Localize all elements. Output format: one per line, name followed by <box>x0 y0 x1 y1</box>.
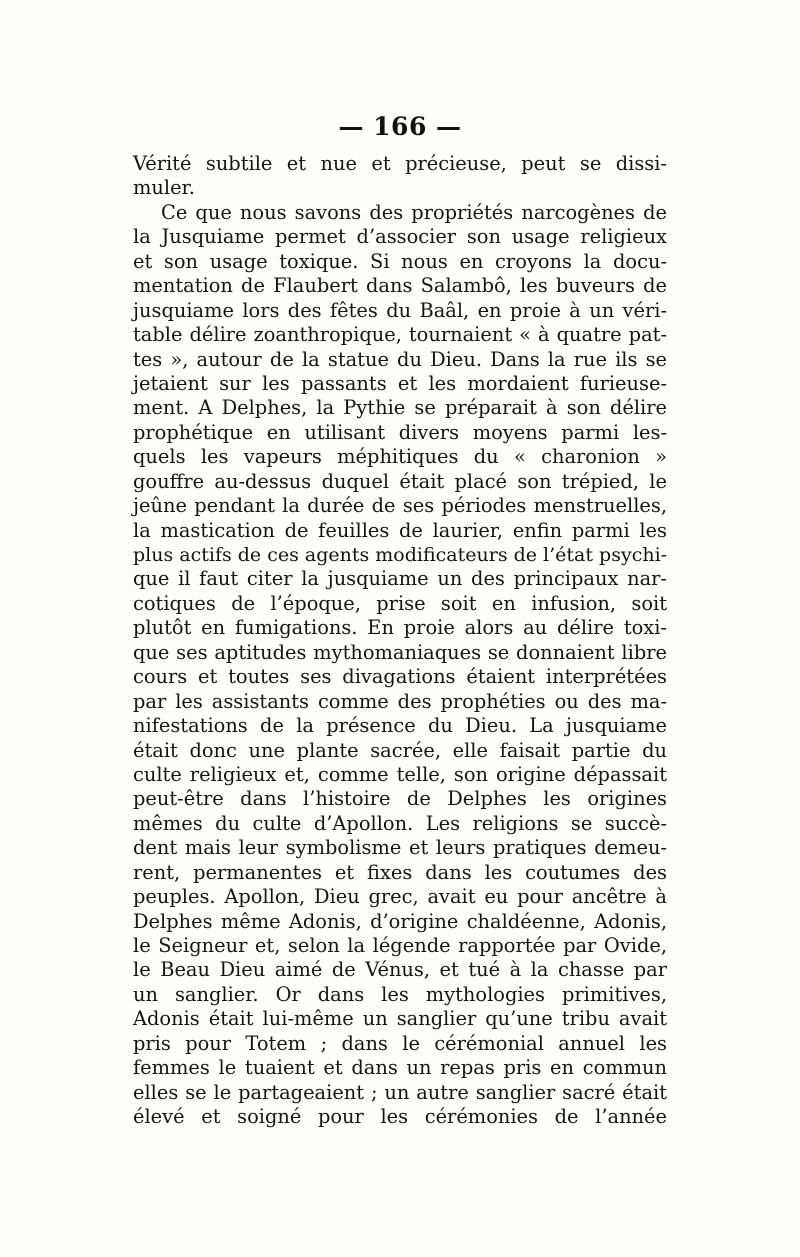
body-text <box>133 152 667 1130</box>
text-line: quels les vapeurs méphitiques du « charonion » <box>133 445 667 469</box>
text-line: nifestations de la présence du Dieu. La jusquiame <box>133 714 667 738</box>
text-line: peut-être dans l’histoire de Delphes les origines <box>133 787 667 811</box>
text-line: ment. A Delphes, la Pythie se préparait à son délire <box>133 396 667 420</box>
text-line: tes », autour de la statue du Dieu. Dans la rue ils se <box>133 347 667 371</box>
page-number: — 166 — <box>338 112 462 141</box>
text-line: que il faut citer la jusquiame un des principaux nar- <box>133 567 667 591</box>
text-line: culte religieux et, comme telle, son origine dépassait <box>133 762 667 786</box>
text-line: la Jusquiame permet d’associer son usage religieux <box>133 225 667 249</box>
text-line: était donc une plante sacrée, elle faisait partie du <box>133 738 667 762</box>
text-line: pris pour Totem ; dans le cérémonial annuel les <box>133 1031 667 1055</box>
text-line: Delphes même Adonis, d’origine chaldéenne, Adonis, <box>133 909 667 933</box>
text-line: le Seigneur et, selon la légende rapportée par Ovide, <box>133 934 667 957</box>
text-line: jusquiame lors des fêtes du Baâl, en proie à un véri- <box>133 298 667 322</box>
text-line: plus actifs de ces agents modificateurs de l’état psychi- <box>133 544 668 566</box>
text-line: elles se le partageaient ; un autre sanglier sacré était <box>133 1080 667 1104</box>
text-line: que ses aptitudes mythomaniaques se donnaient libre <box>133 640 667 664</box>
text-line: élevé et soigné pour les cérémonies de l’année <box>133 1105 667 1129</box>
text-line: mentation de Flaubert dans Salambô, les buveurs de <box>133 274 667 298</box>
text-line: table délire zoanthropique, tournaient « à quatre pat- <box>133 323 667 347</box>
text-line: par les assistants comme des prophéties ou des ma- <box>133 689 667 713</box>
text-line: jeûne pendant la durée de ses périodes menstruelles, <box>133 494 667 518</box>
text-line: jetaient sur les passants et les mordaient furieuse- <box>133 371 667 395</box>
text-line: prophétique en utilisant divers moyens parmi les- <box>133 420 667 444</box>
text-line: rent, permanentes et fixes dans les coutumes des <box>133 860 667 884</box>
text-line: cours et toutes ses divagations étaient interprétées <box>133 665 667 689</box>
text-line: Adonis était lui-même un sanglier qu’une tribu avait <box>133 1007 667 1031</box>
text-line: dent mais leur symbolisme et leurs pratiques demeu- <box>133 836 667 860</box>
text-line: un sanglier. Or dans les mythologies primitives, <box>133 982 667 1006</box>
text-line: Vérité subtile et nue et précieuse, peut se dissi- <box>133 152 667 175</box>
text-line: femmes le tuaient et dans un repas pris en commun <box>133 1056 667 1080</box>
text-line: cotiques de l’époque, prise soit en infusion, soit <box>133 591 667 615</box>
text-line: et son usage toxique. Si nous en croyons la docu- <box>133 249 667 273</box>
text-line: mêmes du culte d’Apollon. Les religions se succè- <box>133 811 667 835</box>
text-line: plutôt en fumigations. En proie alors au délire toxi- <box>133 616 667 640</box>
text-line: gouffre au-dessus duquel était placé son trépied, le <box>133 469 667 493</box>
text-line: Ce que nous savons des propriétés narcogènes de <box>161 200 667 224</box>
text-line: peuples. Apollon, Dieu grec, avait eu pour ancêtre à <box>133 885 667 909</box>
text-line: le Beau Dieu aimé de Vénus, et tué à la chasse par <box>133 958 667 982</box>
text-line: la mastication de feuilles de laurier, enfin parmi les <box>133 518 667 542</box>
text-line: muler. <box>133 176 195 200</box>
